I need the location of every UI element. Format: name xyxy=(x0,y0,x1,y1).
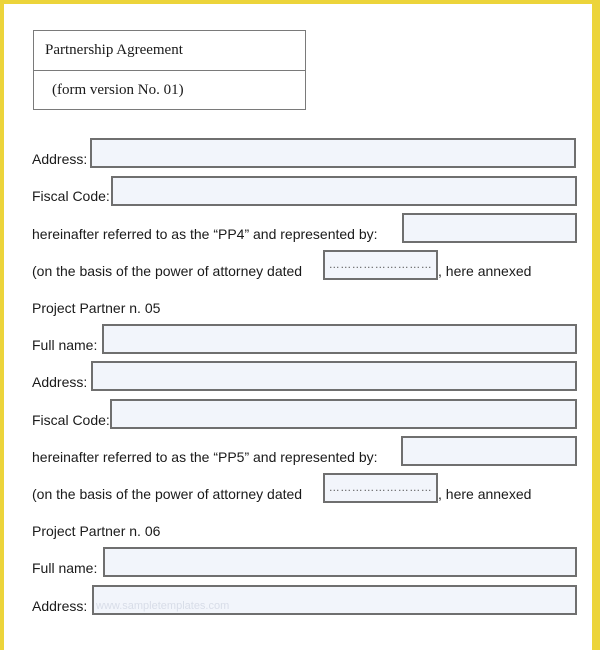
fiscal-code-field-pp4[interactable] xyxy=(111,176,577,206)
address-field-pp5[interactable] xyxy=(91,361,577,391)
watermark: www.sampletemplates.com xyxy=(96,600,230,612)
document-page xyxy=(4,4,592,650)
address-label-pp4: Address: xyxy=(32,151,88,167)
address-field-pp4[interactable] xyxy=(90,138,576,168)
fiscal-code-label-pp4: Fiscal Code: xyxy=(32,188,110,204)
form-title: Partnership Agreement xyxy=(34,31,305,71)
poa-date-field-pp5[interactable] xyxy=(323,473,438,503)
project-partner-05-heading: Project Partner n. 05 xyxy=(32,300,161,316)
poa-prefix-pp5: (on the basis of the power of attorney dated xyxy=(32,486,303,502)
referred-as-pp5-label: hereinafter referred to as the “PP5” and represented by: xyxy=(32,449,378,465)
represented-by-field-pp5[interactable] xyxy=(401,436,577,466)
poa-date-placeholder-pp5: ……………………… xyxy=(328,482,433,494)
address-label-pp5: Address: xyxy=(32,374,88,390)
form-version: (form version No. 01) xyxy=(52,82,184,98)
full-name-label-pp6: Full name: xyxy=(32,560,98,576)
represented-by-field-pp4[interactable] xyxy=(402,213,577,243)
full-name-label-pp5: Full name: xyxy=(32,337,98,353)
form-header-box xyxy=(33,30,306,110)
project-partner-06-heading: Project Partner n. 06 xyxy=(32,523,161,539)
poa-date-field-pp4[interactable] xyxy=(323,250,438,280)
referred-as-pp4-label: hereinafter referred to as the “PP4” and represented by: xyxy=(32,226,378,242)
poa-date-placeholder-pp4: ……………………… xyxy=(328,259,433,271)
poa-suffix-pp4: , here annexed xyxy=(438,263,532,279)
fiscal-code-label-pp5: Fiscal Code: xyxy=(32,412,110,428)
full-name-field-pp6[interactable] xyxy=(103,547,577,577)
address-label-pp6: Address: xyxy=(32,598,88,614)
poa-prefix-pp4: (on the basis of the power of attorney dated xyxy=(32,263,303,279)
fiscal-code-field-pp5[interactable] xyxy=(110,399,577,429)
poa-suffix-pp5: , here annexed xyxy=(438,486,532,502)
full-name-field-pp5[interactable] xyxy=(102,324,577,354)
